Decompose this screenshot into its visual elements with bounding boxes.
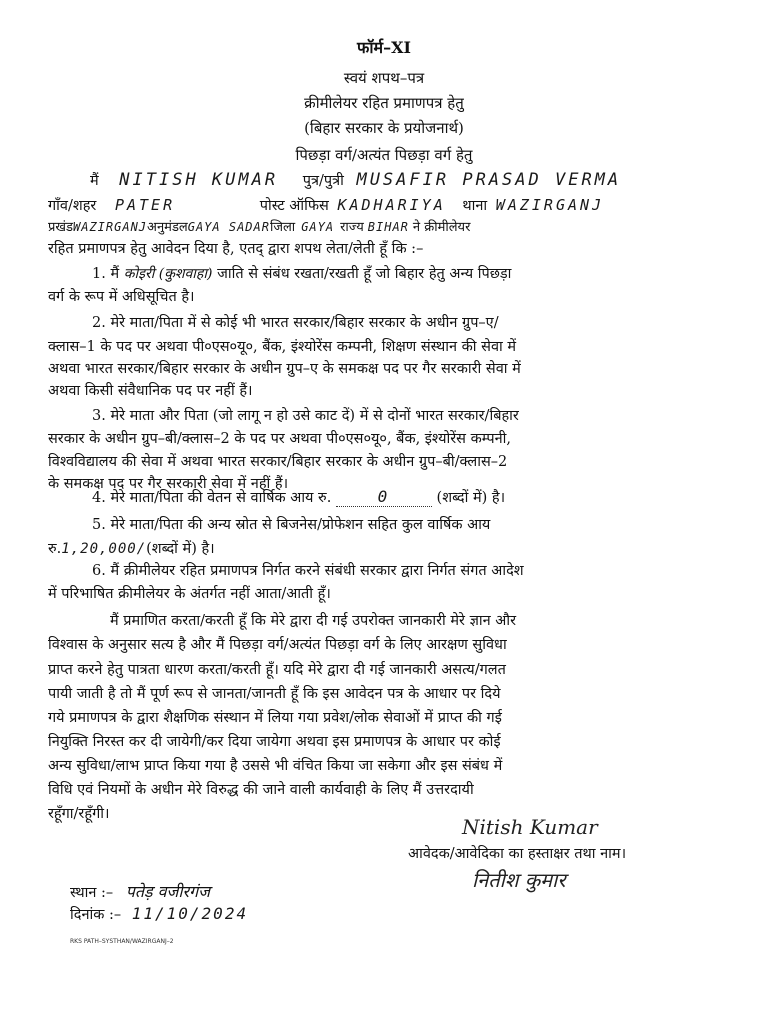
p4-suffix: (शब्दों में) है।: [436, 490, 506, 506]
category-line: पिछड़ा वर्ग/अत्यंत पिछड़ा वर्ग हेतु: [295, 146, 473, 164]
point-3-line-4: के समकक्ष पद पर गैर सरकारी सेवा में नहीं हैं।: [48, 476, 289, 492]
place-row: [70, 880, 210, 902]
label-state: राज्य: [340, 220, 364, 235]
declaration-line: गये प्रमाणपत्र के द्वारा शैक्षणिक संस्थान में लिया गया प्रवेश/लोक सेवाओं में प्राप्त की गई: [48, 710, 502, 726]
place-label: स्थान :–: [70, 885, 114, 901]
point-3-line-1: 3. मेरे माता और पिता (जो लागू न हो उसे काट दें) में से दोनों भारत सरकार/बिहार: [92, 408, 519, 424]
declaration-line: नियुक्ति निरस्त कर दी जायेगी/कर दिया जायेगा अथवा इस प्रमाणपत्र के आधार पर कोई: [48, 734, 501, 750]
intro-line-3: [48, 217, 470, 235]
other-income-value: 1,20,000/: [61, 541, 147, 557]
point-1: [92, 263, 511, 283]
p4-text: 4. मेरे माता/पिता की वेतन से वार्षिक आय रु.: [92, 490, 332, 506]
label-subdivision: अनुमंडल: [147, 220, 188, 235]
point-2-line-3: अथवा भारत सरकार/बिहार सरकार के अधीन ग्रुप–ए के समकक्ष पद पर गैर सरकारी सेवा में: [48, 361, 521, 377]
signature-hindi: नितीश कुमार: [472, 868, 566, 892]
declaration-line: पायी जाती है तो मैं पूर्ण रूप से जानता/जानती हूँ कि इस आवेदन पत्र के आधार पर दिये: [48, 686, 501, 702]
form-title: स्वयं शपथ–पत्र: [343, 69, 425, 87]
date-value: 11/10/2024: [131, 904, 249, 923]
label-district: जिला: [269, 220, 296, 235]
point-5-cont: [48, 538, 215, 558]
label-post: पोस्ट ऑफिस: [259, 198, 329, 214]
declaration-line: रहूँगा/रहूँगी।: [48, 806, 110, 822]
post-value: KADHARIYA: [337, 196, 446, 214]
p5-rupee-label: रु.: [48, 541, 62, 557]
label-village: गाँव/शहर: [48, 198, 97, 214]
state-value: BIHAR: [367, 220, 409, 234]
p5-suffix: (शब्दों में) है।: [146, 541, 215, 557]
point-2-line-4: अथवा किसी संवैधानिक पद पर नहीं हैं।: [48, 383, 253, 399]
point-4: [92, 487, 505, 507]
point-5: 5. मेरे माता/पिता की अन्य स्रोत से बिजनेस/प्रोफेशन सहित कुल वार्षिक आय: [92, 517, 491, 533]
intro-line-2: [48, 195, 604, 215]
point-6-line-2: में परिभाषित क्रीमीलेयर के अंतर्गत नहीं आता/आती हूँ।: [48, 586, 331, 602]
subdivision-value: GAYA SADAR: [187, 220, 270, 234]
village-value: PATER: [114, 196, 176, 214]
declaration-line: विधि एवं नियमों के अधीन मेरे विरुद्ध की जाने वाली कार्यवाही के लिए मैं उत्तरदायी: [48, 782, 474, 798]
label-son-daughter: पुत्र/पुत्री: [302, 173, 344, 189]
thana-value: WAZIRGANJ: [495, 196, 605, 214]
label-block: प्रखंड: [48, 220, 73, 235]
point-1-cont: वर्ग के रूप में अधिसूचित है।: [48, 289, 195, 305]
footer-stamp-text: RKS PATH–SYSTHAN/WAZIRGANJ–2: [70, 938, 174, 945]
point-2-line-1: 2. मेरे माता/पिता में से कोई भी भारत सरकार/बिहार सरकार के अधीन ग्रुप–ए/: [92, 315, 499, 331]
govt-purpose: (बिहार सरकार के प्रयोजनार्थ): [304, 119, 464, 137]
date-label: दिनांक :–: [70, 907, 122, 923]
form-purpose: क्रीमीलेयर रहित प्रमाणपत्र हेतु: [304, 94, 464, 112]
signature-caption: आवेदक/आवेदिका का हस्ताक्षर तथा नाम।: [408, 846, 627, 862]
point-6-line-1: 6. मैं क्रीमीलेयर रहित प्रमाणपत्र निर्गत करने संबंधी सरकार द्वारा निर्गत संगत आदेश: [92, 563, 524, 579]
point-3-line-2: सरकार के अधीन ग्रुप–बी/क्लास–2 के पद पर अथवा पी०एस०यू०, बैंक, इंश्योरेंस कम्पनी,: [48, 431, 512, 447]
point-2-line-2: क्लास–1 के पद पर अथवा पी०एस०यू०, बैंक, इंश्योरेंस कम्पनी, शिक्षण संस्थान की सेवा में: [48, 339, 517, 355]
p1-text: जाति से संबंध रखता/रखती हूँ जो बिहार हेतु अन्य पिछड़ा: [217, 266, 512, 282]
signature-english: Nitish Kumar: [462, 815, 598, 839]
form-number: फॉर्म–XI: [357, 38, 411, 57]
date-row: [70, 904, 248, 924]
caste-value: कोइरी (कुशवाहा): [123, 266, 213, 282]
salary-income-value: 0: [377, 487, 391, 506]
p1-prefix: 1. मैं: [92, 266, 120, 282]
place-value: पतेड़ वजीरगंज: [125, 882, 210, 901]
declaration-line: अन्य सुविधा/लाभ प्राप्त किया गया है उससे भी वंचित किया जा सकेगा और इस संबंध में: [48, 758, 503, 774]
label-main: मैं: [90, 173, 99, 189]
declaration-line: मैं प्रमाणित करता/करती हूँ कि मेरे द्वारा दी गई उपरोक्त जानकारी मेरे ज्ञान और: [110, 613, 517, 629]
point-3-line-3: विश्वविद्यालय की सेवा में अथवा भारत सरकार/बिहार सरकार के अधीन ग्रुप–बी/क्लास–2: [48, 454, 508, 470]
district-value: GAYA: [301, 220, 335, 234]
applicant-name: NITISH KUMAR: [119, 170, 279, 190]
intro-line-1: [90, 170, 621, 190]
father-name: MUSAFIR PRASAD VERMA: [356, 170, 622, 190]
declaration-line: विश्वास के अनुसार सत्य है और मैं पिछड़ा वर्ग/अत्यंत पिछड़ा वर्ग के लिए आरक्षण सुविधा: [48, 637, 507, 653]
block-value: WAZIRGANJ: [73, 220, 148, 234]
label-thana: थाना: [462, 198, 488, 214]
declaration-line: प्राप्त करने हेतु पात्रता धारण करता/करती हूँ। यदि मेरे द्वारा दी गई जानकारी असत्य/गलत: [48, 662, 506, 678]
label-creamy: ने क्रीमीलेयर: [412, 220, 471, 235]
intro-line-4: रहित प्रमाणपत्र हेतु आवेदन दिया है, एतद् द्वारा शपथ लेता/लेती हूँ कि :–: [48, 241, 424, 257]
